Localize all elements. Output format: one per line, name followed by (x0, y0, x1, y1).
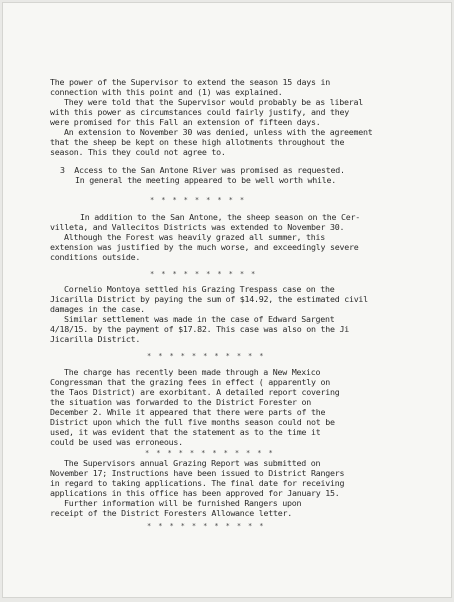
section-divider: * * * * * * * * * * (150, 270, 257, 278)
text-line: 3 Access to the San Antone River was promised as requested. (60, 165, 345, 175)
text-line: conditions outside. (50, 252, 141, 262)
text-line: The Supervisors annual Grazing Report was submitted on (64, 458, 321, 468)
text-line: Further information will be furnished Rangers upon (64, 498, 302, 508)
text-line: 4/18/15. by the payment of $17.82. This case was also on the Ji (50, 324, 349, 334)
text-line: The charge has recently been made through a New Mexico (64, 367, 321, 377)
section-divider: * * * * * * * * * * * * (145, 449, 275, 457)
text-line: in regard to taking applications. The final date for receiving (50, 478, 345, 488)
text-line: the Taos District) are exorbitant. A detailed report covering (50, 387, 340, 397)
text-line: connection with this point and (1) was explained. (50, 87, 283, 97)
text-line: damages in the case. (50, 304, 145, 314)
document-page (2, 2, 452, 598)
section-divider: * * * * * * * * * (150, 196, 246, 204)
text-line: extension was justified by the much worse, and exceedingly severe (50, 242, 359, 252)
text-line: villeta, and Vallecitos Districts was extended to November 30. (50, 222, 345, 232)
text-line: the situation was forwarded to the District Forester on (50, 397, 311, 407)
text-line: receipt of the District Foresters Allowance letter. (50, 508, 293, 518)
text-line: Congressman that the grazing fees in effect ( apparently on (50, 377, 330, 387)
text-line: could be used was erroneous. (50, 437, 183, 447)
text-line: Similar settlement was made in the case of Edward Sargent (64, 314, 335, 324)
section-divider: * * * * * * * * * * * (147, 522, 265, 530)
text-line: were promised for this Fall an extension of fifteen days. (50, 117, 321, 127)
text-line: An extension to November 30 was denied, unless with the agreement (64, 127, 373, 137)
text-line: that the sheep be kept on these high allotments throughout the (50, 137, 345, 147)
text-line: with this power as circumstances could fairly justify, and they (50, 107, 349, 117)
text-line: season. This they could not agree to. (50, 147, 226, 157)
text-line: applications in this office has been approved for January 15. (50, 488, 340, 498)
text-line: used, it was evident that the statement as to the time it (50, 427, 321, 437)
text-line: Although the Forest was heavily grazed all summer, this (64, 232, 325, 242)
section-divider: * * * * * * * * * * * (147, 352, 265, 360)
text-line: The power of the Supervisor to extend the season 15 days in (50, 77, 330, 87)
text-line: Jicarilla District. (50, 334, 141, 344)
text-line: In addition to the San Antone, the sheep season on the Cer- (80, 212, 360, 222)
text-line: Jicarilla District by paying the sum of $14.92, the estimated civil (50, 294, 368, 304)
text-line: They were told that the Supervisor would probably be as liberal (64, 97, 363, 107)
text-line: Cornelio Montoya settled his Grazing Trespass case on the (64, 284, 335, 294)
text-line: In general the meeting appeared to be well worth while. (75, 175, 336, 185)
text-line: December 2. While it appeared that there were parts of the (50, 407, 326, 417)
text-line: District upon which the full five months season could not be (50, 417, 335, 427)
text-line: November 17; Instructions have been issued to District Rangers (50, 468, 345, 478)
